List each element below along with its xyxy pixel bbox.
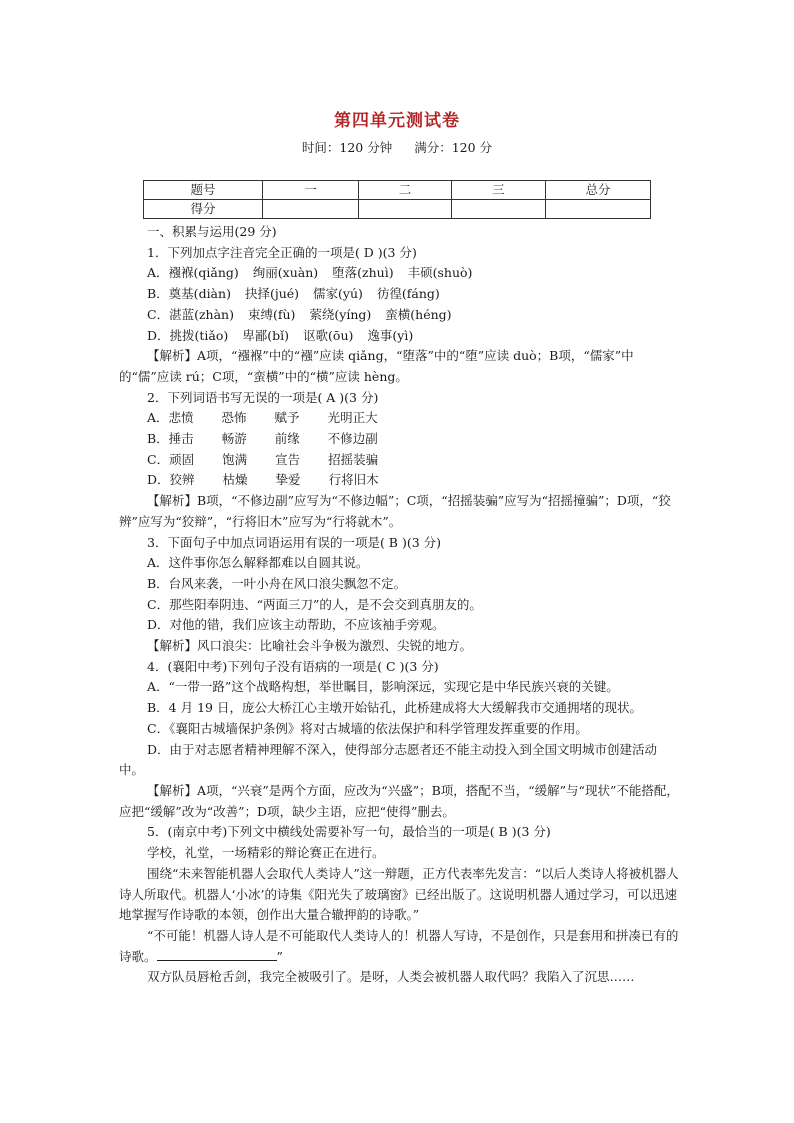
score-cell [359, 200, 452, 219]
q4-analysis: 【解析】A项，“兴衰”是两个方面，应改为“兴盛”；B项，搭配不当，“缓解”与“现状”不能搭配，应把“缓解”改为“改善”；D项，缺少主语，应把“使得”删去。 [119, 782, 679, 819]
question-5-stem: 5．(南京中考)下列文中横线处需要补写一句，最恰当的一项是( B )(3 分) [147, 824, 551, 840]
score-header-cell: 一 [263, 181, 359, 200]
q2-option-c: C．顽固 饱满 宣告 招摇装骗 [147, 451, 379, 467]
q1-option-a: A．襁褓(qiǎng) 绚丽(xuàn) 堕落(zhuì) 丰硕(shuò) [147, 265, 473, 281]
q3-option-b: B．台风来袭，一叶小舟在风口浪尖飘忽不定。 [147, 575, 407, 591]
question-2-stem: 2．下列词语书写无误的一项是( A )(3 分) [147, 389, 379, 405]
q5-passage-line-3: “不可能！机器人诗人是不可能取代人类诗人的！机器人写诗，不是创作，只是套用和拼凑已有的诗歌。 ” [119, 927, 679, 964]
q4-option-d: D．由于对志愿者精神理解不深入，使得部分志愿者还不能主动投入到全国文明城市创建活动中。 [119, 741, 658, 778]
score-cell [452, 200, 546, 219]
score-header-cell: 二 [359, 181, 452, 200]
q1-option-b: B．奠基(diàn) 抉择(jué) 儒家(yú) 彷徨(fáng) [147, 286, 440, 302]
time-limit: 时间：120 分钟 [301, 140, 393, 155]
full-score: 满分：120 分 [414, 140, 493, 155]
score-table-header-row [144, 181, 651, 200]
q5-passage-line-2: 围绕“未来智能机器人会取代人类诗人”这一辩题，正方代表率先发言：“以后人类诗人将被机器人诗人所取代。机器人‘小冰’的诗集《阳光失了玻璃窗》已经出版了。这说明机器人通过学习，可以迅速地掌握写作诗歌的本领，创作出大量合辙押韵的诗歌。” [119, 865, 679, 923]
q1-option-d: D．挑拨(tiǎo) 卑鄙(bǐ) 讴歌(ōu) 逸事(yì) [147, 327, 414, 343]
q2-analysis: 【解析】B项，“不修边副”应写为“不修边幅”；C项，“招摇装骗”应写为“招摇撞骗”；D项，“狡辨”应写为“狡辩”，“行将旧木”应写为“行将就木”。 [119, 493, 671, 529]
answer-blank[interactable] [157, 948, 277, 961]
q1-option-c: C．湛蓝(zhàn) 束缚(fù) 萦绕(yíng) 蛮横(héng) [147, 306, 452, 322]
score-header-cell: 题号 [144, 181, 263, 200]
page-title: 第四单元测试卷 [334, 111, 460, 131]
section-heading: 一、积累与运用(29 分) [147, 224, 277, 239]
question-4-stem: 4．(襄阳中考)下列句子没有语病的一项是( C )(3 分) [147, 658, 439, 674]
exam-info [0, 138, 794, 156]
score-cell [546, 200, 651, 219]
q4-option-a: A．“一带一路”这个战略构想，举世瞩目，影响深远，实现它是中华民族兴衰的关键。 [147, 679, 619, 695]
q5-passage-line-4: 双方队员唇枪舌剑，我完全被吸引了。是呀，人类会被机器人取代吗？我陷入了沉思…… [147, 969, 635, 985]
q5-passage-line-1: 学校，礼堂，一场精彩的辩论赛正在进行。 [147, 845, 385, 861]
q2-option-d: D．狡辨 枯燥 挚爱 行将旧木 [147, 472, 379, 488]
question-1-stem: 1．下列加点字注音完全正确的一项是( D )(3 分) [147, 244, 417, 260]
score-table [143, 180, 651, 219]
q4-option-c: C．《襄阳古城墙保护条例》将对古城墙的依法保护和科学管理发挥重要的作用。 [147, 720, 588, 736]
exam-content [119, 222, 679, 988]
score-header-cell: 三 [452, 181, 546, 200]
q3-option-a: A．这件事你怎么解释都难以自圆其说。 [147, 555, 369, 571]
score-cell [263, 200, 359, 219]
q1-analysis: 【解析】A项，“襁褓”中的“襁”应读 qiǎng，“堕落”中的“堕”应读 duò；B项，“儒家”中的“儒”应读 rú；C项，“蛮横”中的“横”应读 hèng。 [119, 348, 634, 384]
q3-option-c: C．那些阳奉阴违、“两面三刀”的人，是不会交到真朋友的。 [147, 596, 482, 612]
q2-option-b: B．捶击 畅游 前缘 不修边副 [147, 431, 378, 447]
score-table-row [144, 200, 651, 219]
q4-option-b: B．4 月 19 日，庞公大桥江心主墩开始钻孔，此桥建成将大大缓解我市交通拥堵的现状。 [147, 700, 642, 716]
score-row-label: 得分 [144, 200, 263, 219]
q2-option-a: A．悲愤 恐怖 赋予 光明正大 [147, 410, 378, 426]
q3-analysis: 【解析】风口浪尖：比喻社会斗争极为激烈、尖锐的地方。 [147, 638, 473, 654]
q3-option-d: D．对他的错，我们应该主动帮助，不应该袖手旁观。 [147, 617, 445, 633]
score-header-cell: 总分 [546, 181, 651, 200]
question-3-stem: 3．下面句子中加点词语运用有误的一项是( B )(3 分) [147, 534, 442, 550]
